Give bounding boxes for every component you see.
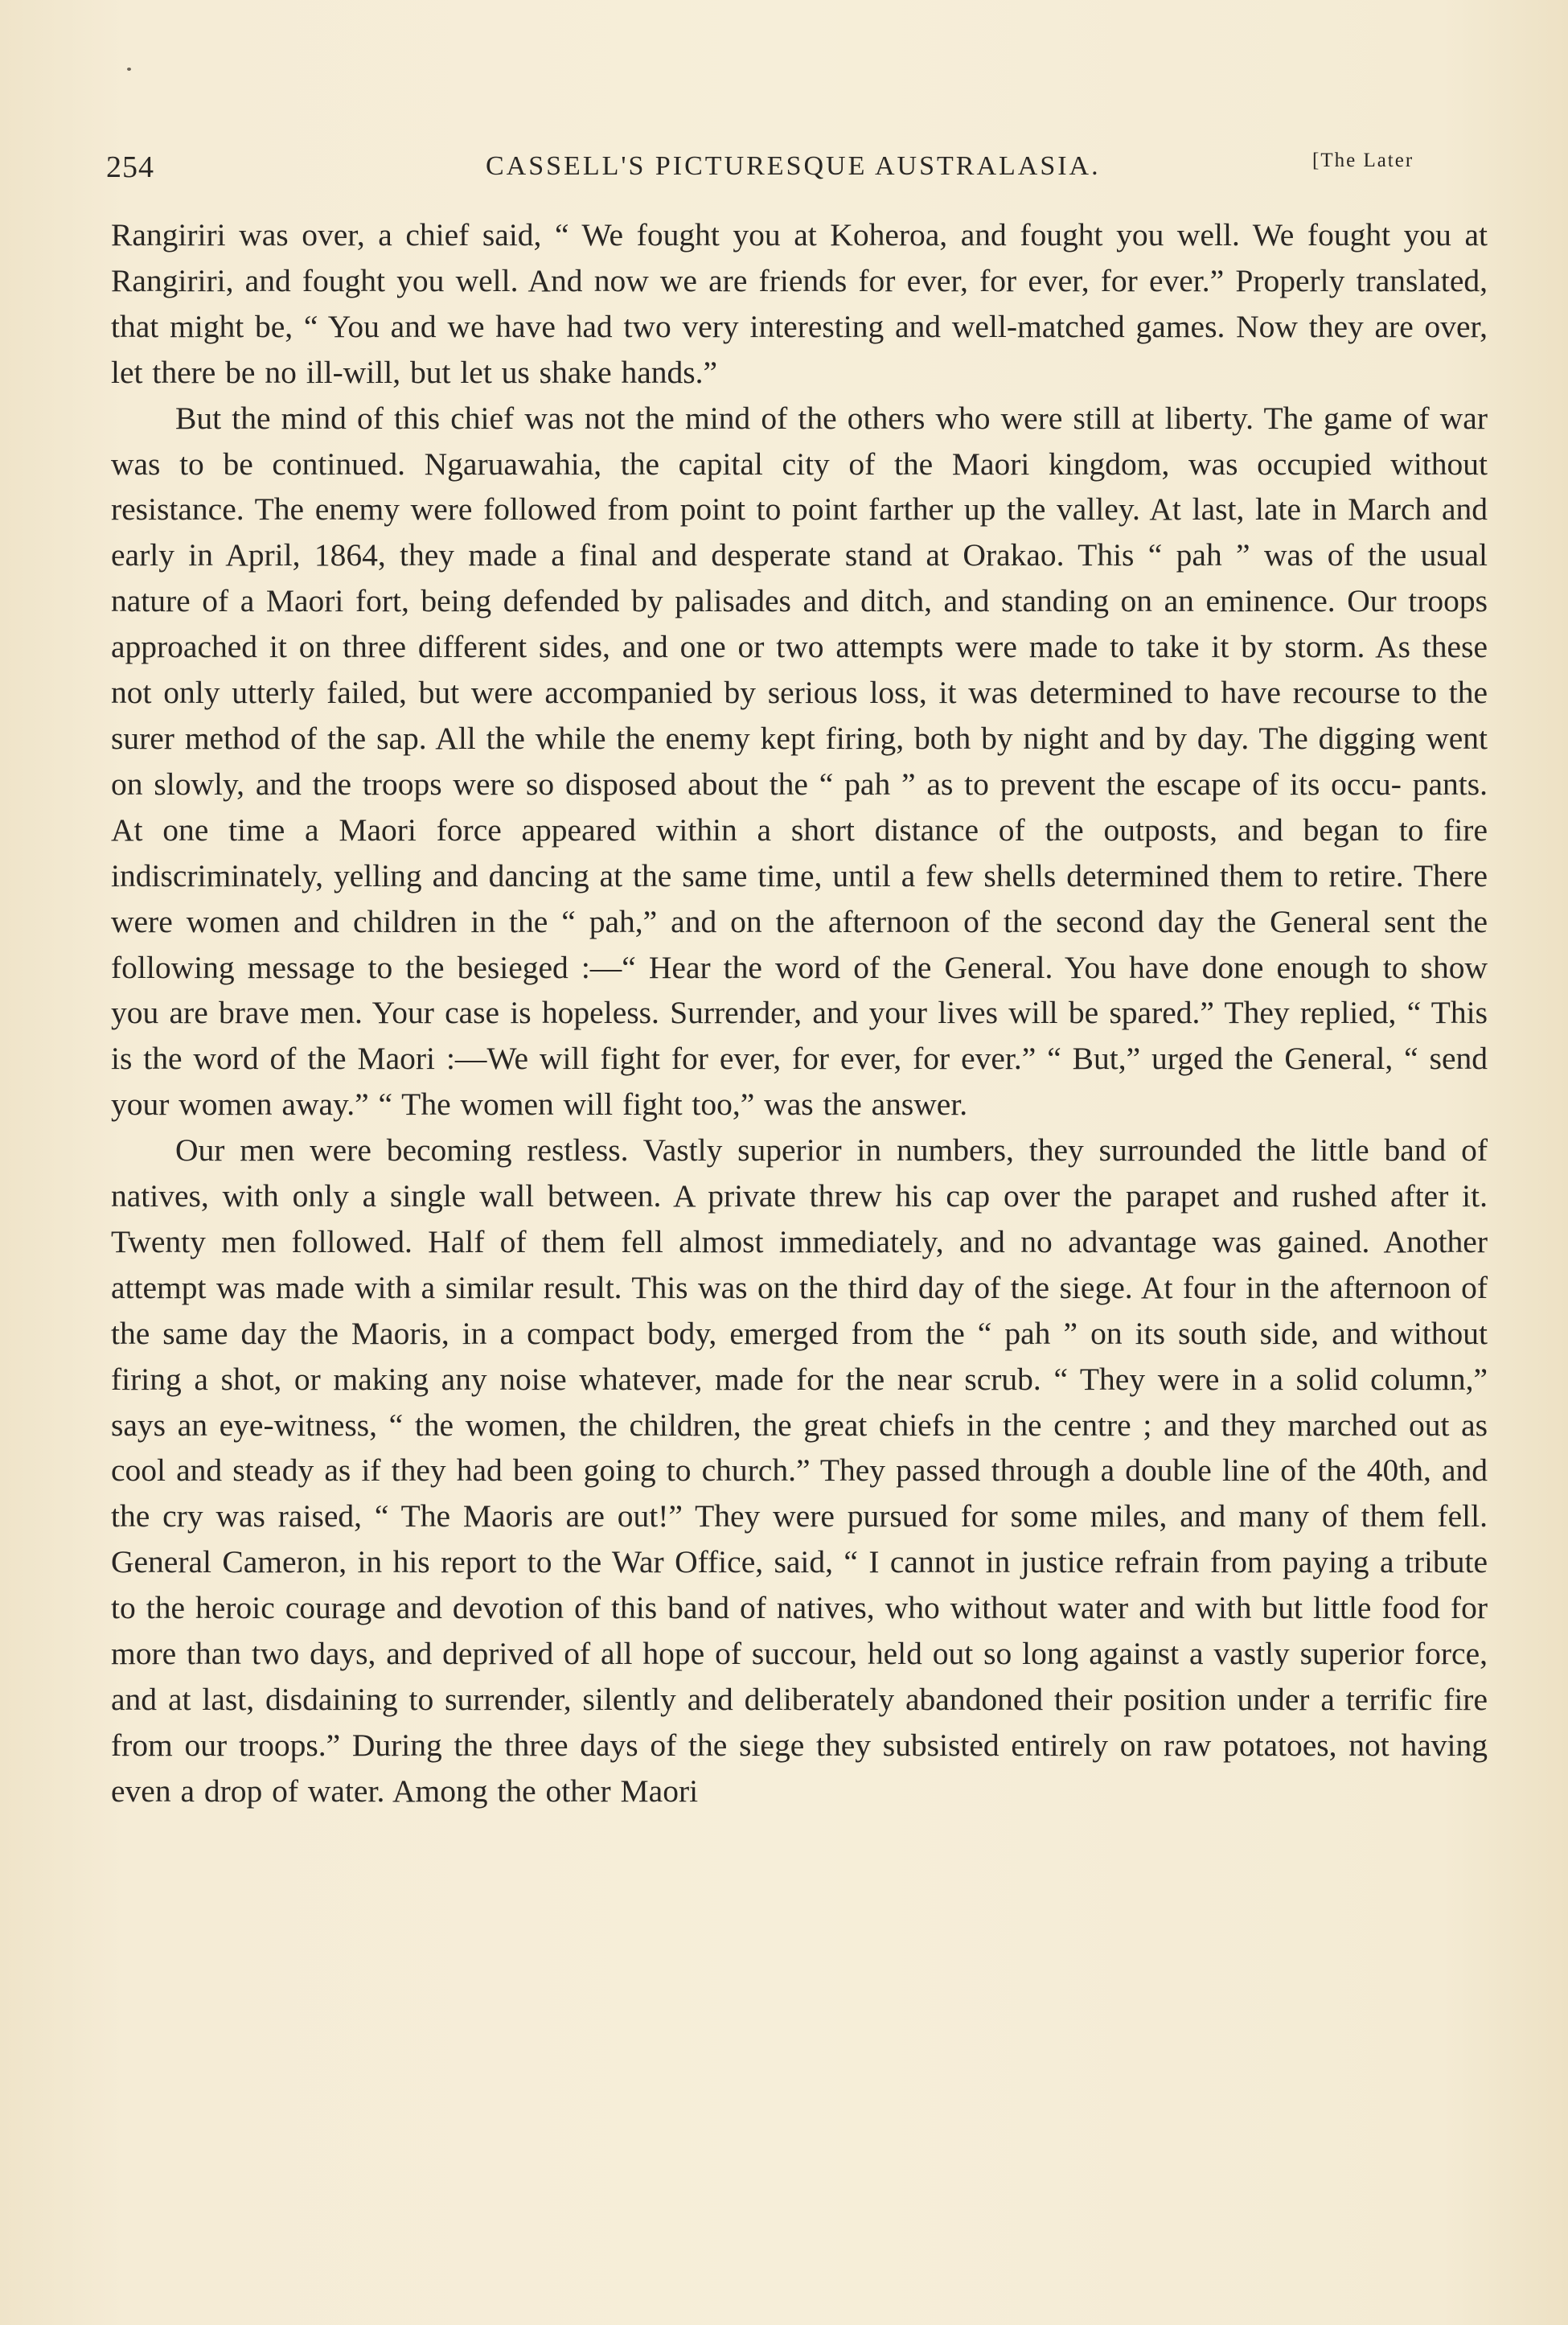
body-text bbox=[111, 212, 1488, 1814]
print-speck bbox=[127, 68, 131, 71]
page-number: 254 bbox=[106, 150, 154, 184]
running-title: CASSELL'S PICTURESQUE AUSTRALASIA. bbox=[486, 151, 1101, 181]
paragraph-maori-escape: Our men were becoming restless. Vastly superior in numbers, they surrounded the little band of natives, with only a single wall between. A private threw his cap over the parapet and rushed after it. Twenty men followed. Half of them fell almost immediately, and no advantage was gained. Another attempt was made with a similar result. This was on the third day of the siege. At four in the afternoon of the same day the Maoris, in a compact body, emerged from the “ pah ” on its south side, and without firing a shot, or making any noise whatever, made for the near scrub. “ They were in a solid column,” says an eye-witness, “ the women, the children, the great chiefs in the centre ; and they marched out as cool and steady as if they had been going to church.” They passed through a double line of the 40th, and the cry was raised, “ The Maoris are out!” They were pursued for some miles, and many of them fell. General Cameron, in his report to the War Office, said, “ I cannot in justice refrain from paying a tribute to the heroic courage and devotion of this band of natives, who without water and with but little food for more than two days, and deprived of all hope of succour, held out so long against a vastly superior force, and at last, disdaining to surrender, silently and deliberately abandoned their position under a terrific fire from our troops.” During the three days of the siege they subsisted entirely on raw potatoes, not having even a drop of water. Among the other Maori bbox=[111, 1132, 1488, 1809]
running-header bbox=[106, 150, 1489, 190]
running-section: [The Later bbox=[1312, 150, 1414, 171]
paragraph-continued: Rangiriri was over, a chief said, “ We fought you at Koheroa, and fought you well. We fought you at Rangiriri, and fought you well. And now we are friends for ever, for ever, for ever.” Properly translated, that might be, “ You and we have had two very interesting and well-matched games. Now they are over, let there be no ill-will, but let us shake hands.” bbox=[111, 217, 1488, 390]
paragraph-orakao-siege: But the mind of this chief was not the mind of the others who were still at liberty. The game of war was to be continued. Ngaruawahia, the capital city of the Maori kingdom, was occupied without resistance. The enemy were followed from point to point farther up the valley. At last, late in March and early in April, 1864, they made a final and desperate stand at Orakao. This “ pah ” was of the usual nature of a Maori fort, being defended by palisades and ditch, and standing on an eminence. Our troops approached it on three different sides, and one or two attempts were made to take it by storm. As these not only utterly failed, but were accompanied by serious loss, it was determined to have recourse to the surer method of the sap. All the while the enemy kept firing, both by night and by day. The digging went on slowly, and the troops were so disposed about the “ pah ” as to prevent the escape of its occu- pants. At one time a Maori force appeared within a short distance of the outposts, and began to fire indiscriminately, yelling and dancing at the same time, until a few shells determined them to retire. There were women and children in the “ pah,” and on the afternoon of the second day the General sent the following message to the besieged :—“ Hear the word of the General. You have done enough to show you are brave men. Your case is hopeless. Surrender, and your lives will be spared.” They replied, “ This is the word of the Maori :—We will fight for ever, for ever, for ever.” “ But,” urged the General, “ send your women away.” “ The women will fight too,” was the answer. bbox=[111, 400, 1488, 1123]
